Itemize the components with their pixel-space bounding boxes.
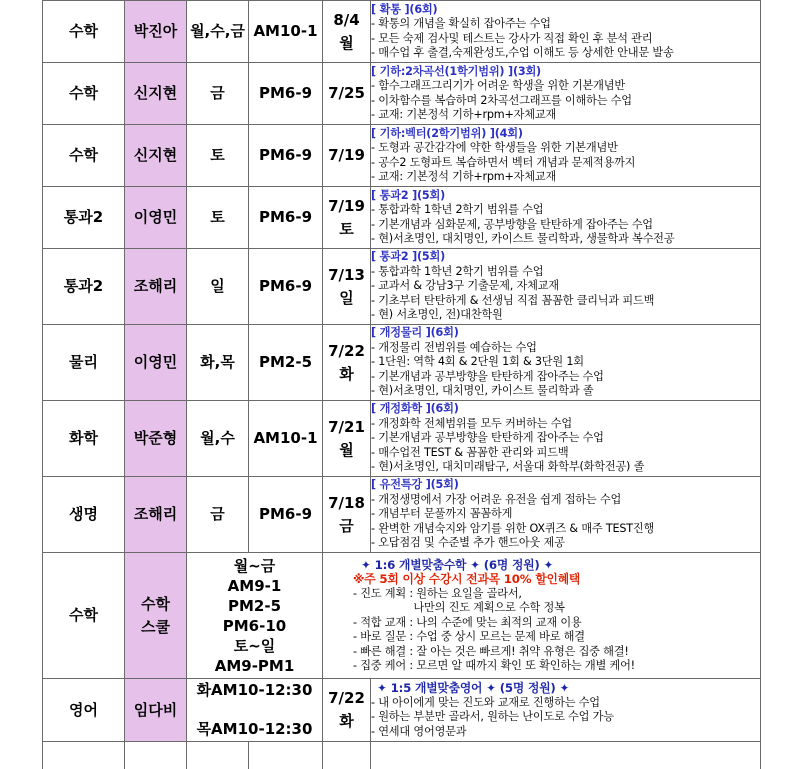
days-cell: 일: [187, 249, 249, 325]
course-description: [371, 63, 761, 125]
description-line: - 오답점검 및 수준별 추가 핸드아웃 제공: [371, 536, 565, 550]
teacher-line: 스쿨: [141, 617, 170, 636]
description-line: - 원하는 부분만 골라서, 원하는 난이도로 수업 가능: [371, 710, 614, 723]
start-date: 7/19: [328, 146, 365, 164]
start-date: 7/21: [328, 417, 365, 436]
discount-notice: ※주 5회 이상 수강시 전과목 10% 할인혜택: [353, 572, 581, 586]
start-date-cell: [323, 125, 371, 187]
subject-cell: 수학: [43, 63, 125, 125]
description-line: - 교과서 & 강남3구 기출문제, 자체교재: [371, 279, 559, 293]
teacher-line: 수학: [141, 594, 170, 613]
start-weekday: 토: [339, 219, 354, 238]
days-cell: 토: [187, 187, 249, 249]
table-row: [43, 679, 761, 742]
teacher-cell: 이영민: [125, 325, 187, 401]
time-line: 화AM10-12:30: [196, 681, 313, 699]
start-date-cell: [323, 477, 371, 553]
description-line: - 매수업 후 출결,숙제완성도,수업 이해도 등 상세한 안내문 발송: [371, 46, 674, 59]
start-weekday: 금: [339, 516, 354, 535]
course-description: [371, 249, 761, 325]
description-line: - 확통의 개념을 확실히 잡아주는 수업: [371, 17, 551, 30]
start-date: 7/19: [328, 196, 365, 215]
teacher-cell: 조해리: [125, 477, 187, 553]
teacher-cell: 임다비: [125, 679, 187, 742]
course-title: [ 확통 ](6회): [371, 2, 438, 16]
start-date-cell: [323, 63, 371, 125]
start-weekday: 화: [339, 712, 354, 730]
description-line: - 연세대 영어영문과: [371, 724, 467, 738]
course-title: [ 유전특강 ](5회): [371, 478, 459, 492]
time-line: PM2-5: [227, 596, 282, 615]
days-cell: 화,목: [187, 325, 249, 401]
teacher-cell: [125, 553, 187, 679]
description-line: - 현) 서초명인, 전)대찬학원: [371, 308, 503, 322]
teacher-cell: 신지현: [125, 125, 187, 187]
empty-cell: [43, 742, 125, 769]
description-line: - 기본개념과 공부방향을 탄탄하게 잡아주는 수업: [371, 369, 604, 383]
description-line: - 교재: 기본정석 기하+rpm+자체교재: [371, 108, 557, 121]
subject-cell: 통과2: [43, 187, 125, 249]
empty-cell: [323, 742, 371, 769]
table-row-empty: [43, 742, 761, 769]
start-weekday: 월: [339, 440, 354, 459]
description-line: - 개념부터 문풀까지 꼼꼼하게: [371, 507, 513, 521]
table-row: [43, 1, 761, 63]
description-line: - 이차함수를 복습하며 2차곡선그래프를 이해하는 수업: [371, 93, 632, 107]
time-cell: AM10-1: [249, 401, 323, 477]
description-line: - 개정생명에서 가장 어려운 유전을 쉽게 접하는 수업: [371, 492, 622, 506]
description-line: - 모든 숙제 검사및 테스트는 강사가 직접 확인 후 분석 관리: [371, 31, 653, 45]
description-line: - 현)서초명인, 대치명인, 카이스트 물리학과 졸: [371, 384, 594, 398]
time-cell: PM6-9: [249, 63, 323, 125]
subject-cell: 영어: [43, 679, 125, 742]
empty-cell: [187, 742, 249, 769]
description-line: - 1단원: 역학 4회 & 2단원 1회 & 3단원 1회: [371, 355, 584, 369]
start-date: 7/25: [328, 84, 365, 102]
course-description: [371, 187, 761, 249]
table-row: [43, 249, 761, 325]
course-title: ✦ 1:5 개별맞춤영어 ✦ (5명 정원) ✦: [377, 681, 570, 695]
description-line: - 매수업전 TEST & 꼼꼼한 관리와 피드백: [371, 445, 569, 459]
subject-cell: 수학: [43, 1, 125, 63]
description-line: - 통합과학 1학년 2학기 범위를 수업: [371, 203, 544, 216]
course-description: [323, 553, 761, 679]
description-line: - 내 아이에게 맞는 진도와 교재로 진행하는 수업: [371, 695, 600, 709]
description-line: - 빠른 해결 : 잘 아는 것은 빠르게! 취약 유형은 집중 해결!: [353, 644, 629, 658]
course-title: [ 기하:벡터(2학기범위) ](4회): [371, 126, 523, 140]
teacher-cell: 이영민: [125, 187, 187, 249]
teacher-cell: 신지현: [125, 63, 187, 125]
start-weekday: 일: [339, 288, 354, 307]
description-line: - 기초부터 탄탄하게 & 선생님 직접 꼼꼼한 클리닉과 피드백: [371, 293, 655, 307]
time-cell: PM6-9: [249, 249, 323, 325]
course-description: [371, 401, 761, 477]
start-weekday: 월: [339, 33, 354, 52]
days-cell: 토: [187, 125, 249, 187]
teacher-cell: 조해리: [125, 249, 187, 325]
time-cell: PM2-5: [249, 325, 323, 401]
subject-cell: 생명: [43, 477, 125, 553]
course-description: [371, 477, 761, 553]
description-line: - 개정물리 전범위를 예습하는 수업: [371, 340, 537, 354]
start-date-cell: [323, 1, 371, 63]
description-line: - 적합 교재 : 나의 수준에 맞는 최적의 교재 이용: [353, 615, 582, 629]
course-title: ✦ 1:6 개별맞춤수학 ✦ (6명 정원) ✦: [361, 557, 554, 572]
description-line: - 집중 케어 : 모르면 알 때까지 확인 또 확인하는 개별 케어!: [353, 659, 635, 672]
time-cell: PM6-9: [249, 477, 323, 553]
subject-cell: 통과2: [43, 249, 125, 325]
description-line: - 진도 계획 : 원하는 요일을 골라서,: [353, 586, 522, 600]
time-cell: PM6-9: [249, 187, 323, 249]
time-line: 월~금: [233, 556, 276, 575]
course-title: [ 개정화학 ](6회): [371, 402, 459, 416]
subject-cell: 수학: [43, 553, 125, 679]
table-row: [43, 553, 761, 679]
description-line: 나만의 진도 계획으로 수학 정복: [353, 601, 565, 614]
empty-cell: [125, 742, 187, 769]
teacher-cell: 박준형: [125, 401, 187, 477]
start-date-cell: [323, 249, 371, 325]
description-line: - 바로 질문 : 수업 중 상시 모르는 문제 바로 해결: [353, 630, 585, 643]
description-line: - 기본개념과 심화문제, 공부방향을 탄탄하게 잡아주는 수업: [371, 217, 653, 231]
schedule-times-cell: [187, 553, 323, 679]
start-date-cell: [323, 325, 371, 401]
course-description: [371, 679, 761, 742]
start-date: 7/22: [328, 689, 365, 707]
course-title: [ 개정물리 ](6회): [371, 326, 459, 340]
description-line: - 교재: 기본정석 기하+rpm+자체교재: [371, 170, 557, 183]
start-date: 7/22: [328, 341, 365, 360]
days-cell: 금: [187, 63, 249, 125]
class-schedule-table: [42, 0, 761, 769]
table-row: [43, 477, 761, 553]
time-cell: AM10-1: [249, 1, 323, 63]
course-description: [371, 125, 761, 187]
teacher-cell: 박진아: [125, 1, 187, 63]
start-date: 7/13: [328, 265, 365, 284]
table-row: [43, 401, 761, 477]
time-cell: PM6-9: [249, 125, 323, 187]
start-date-cell: [323, 401, 371, 477]
description-line: - 도형과 공간감각에 약한 학생들을 위한 기본개념반: [371, 141, 618, 154]
subject-cell: 물리: [43, 325, 125, 401]
time-line: PM6-10: [222, 616, 287, 635]
table-row: [43, 63, 761, 125]
subject-cell: 화학: [43, 401, 125, 477]
description-line: - 개정화학 전체범위를 모두 커버하는 수업: [371, 416, 572, 430]
start-date-cell: [323, 679, 371, 742]
description-line: - 공수2 도형파트 복습하면서 벡터 개념과 문제적용까지: [371, 155, 636, 169]
description-line: - 완벽한 개념숙지와 암기를 위한 OX퀴즈 & 매주 TEST진행: [371, 521, 655, 535]
course-title: [ 기하:2차곡선(1학기범위) ](3회): [371, 64, 541, 78]
table-row: [43, 125, 761, 187]
days-cell: 월,수: [187, 401, 249, 477]
subject-cell: 수학: [43, 125, 125, 187]
course-description: [371, 1, 761, 63]
time-line: AM9-PM1: [214, 656, 295, 675]
start-date-cell: [323, 187, 371, 249]
time-line: AM9-1: [227, 576, 282, 595]
course-title: [ 통과2 ](5회): [371, 250, 446, 264]
description-line: - 현)서초명인, 대치미래탐구, 서울대 화학부(화학전공) 졸: [371, 460, 645, 474]
description-line: - 현)서초명인, 대치명인, 카이스트 물리학과, 생물학과 복수전공: [371, 232, 675, 245]
empty-cell: [371, 742, 761, 769]
description-line: - 함수그래프그리기가 어려운 학생을 위한 기본개념반: [371, 79, 625, 92]
description-line: - 기본개념과 공부방향을 탄탄하게 잡아주는 수업: [371, 431, 604, 445]
days-cell: 월,수,금: [187, 1, 249, 63]
days-cell: 금: [187, 477, 249, 553]
schedule-times-cell: [187, 679, 323, 742]
start-date: 8/4: [333, 10, 360, 29]
course-title: [ 통과2 ](5회): [371, 188, 446, 202]
empty-cell: [249, 742, 323, 769]
time-line: 토~일: [233, 636, 276, 655]
table-row: [43, 187, 761, 249]
description-line: - 통합과학 1학년 2학기 범위를 수업: [371, 264, 544, 278]
start-date: 7/18: [328, 493, 365, 512]
course-description: [371, 325, 761, 401]
table-row: [43, 325, 761, 401]
start-weekday: 화: [339, 364, 354, 383]
time-line: 목AM10-12:30: [196, 720, 313, 738]
